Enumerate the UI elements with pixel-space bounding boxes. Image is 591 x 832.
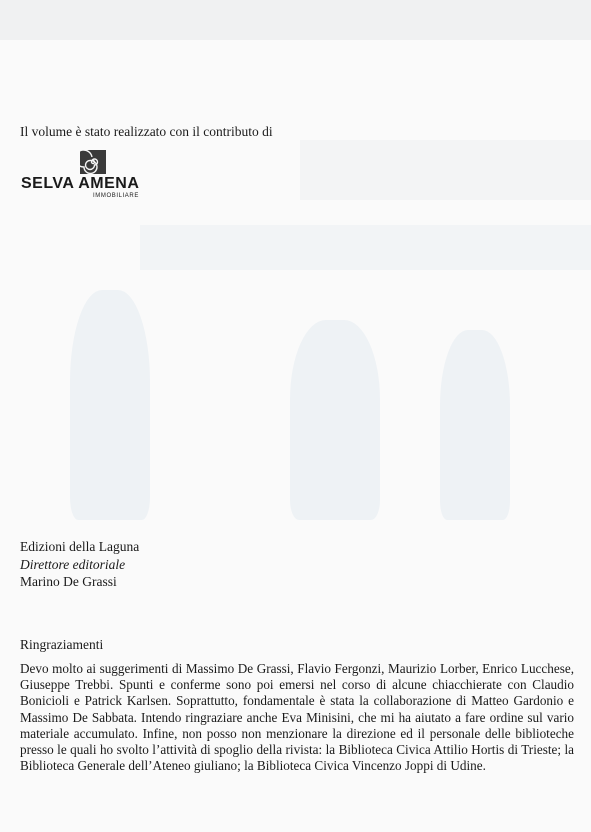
sponsor-subtitle: IMMOBILIARE (93, 193, 139, 199)
sponsor-name: SELVA AMENA (21, 175, 140, 192)
publisher-name: Edizioni della Laguna (20, 539, 140, 554)
spiral-logo-icon (80, 150, 106, 174)
sponsor-logo (21, 150, 151, 202)
publisher-block (20, 538, 139, 591)
editorial-director-name: Marino De Grassi (20, 574, 117, 589)
acknowledgements-title: Ringraziamenti (20, 637, 104, 652)
acknowledgements-body: Devo molto ai suggerimenti di Massimo De Grassi, Flavio Fergonzi, Maurizio Lorber, Enrico Lucchese, Giuseppe Trebbi. Spunti e conferme sono poi emersi nel corso di alcune chiacchierate con Claudio Bonicioli e Patrick Karlsen. Soprattutto, fondamentale è stata la collaborazione di Matteo Gardonio e Massimo De Sabbata. Intendo ringraziare anche Eva Minisini, che mi ha aiutato a fare ordine sul vario materiale accumulato. Infine, non posso non menzionare la direzione ed il personale delle biblioteche presso le quali ho svolto l’attività di spoglio della rivista: la Biblioteca Civica Attilio Hortis di Trieste; la Biblioteca Generale dell’Ateneo giuliano; la Biblioteca Civica Vincenzo Joppi di Udine. (20, 661, 574, 774)
contribution-credit-line: Il volume è stato realizzato con il contributo di (20, 124, 273, 139)
editorial-director-role: Direttore editoriale (20, 556, 126, 572)
